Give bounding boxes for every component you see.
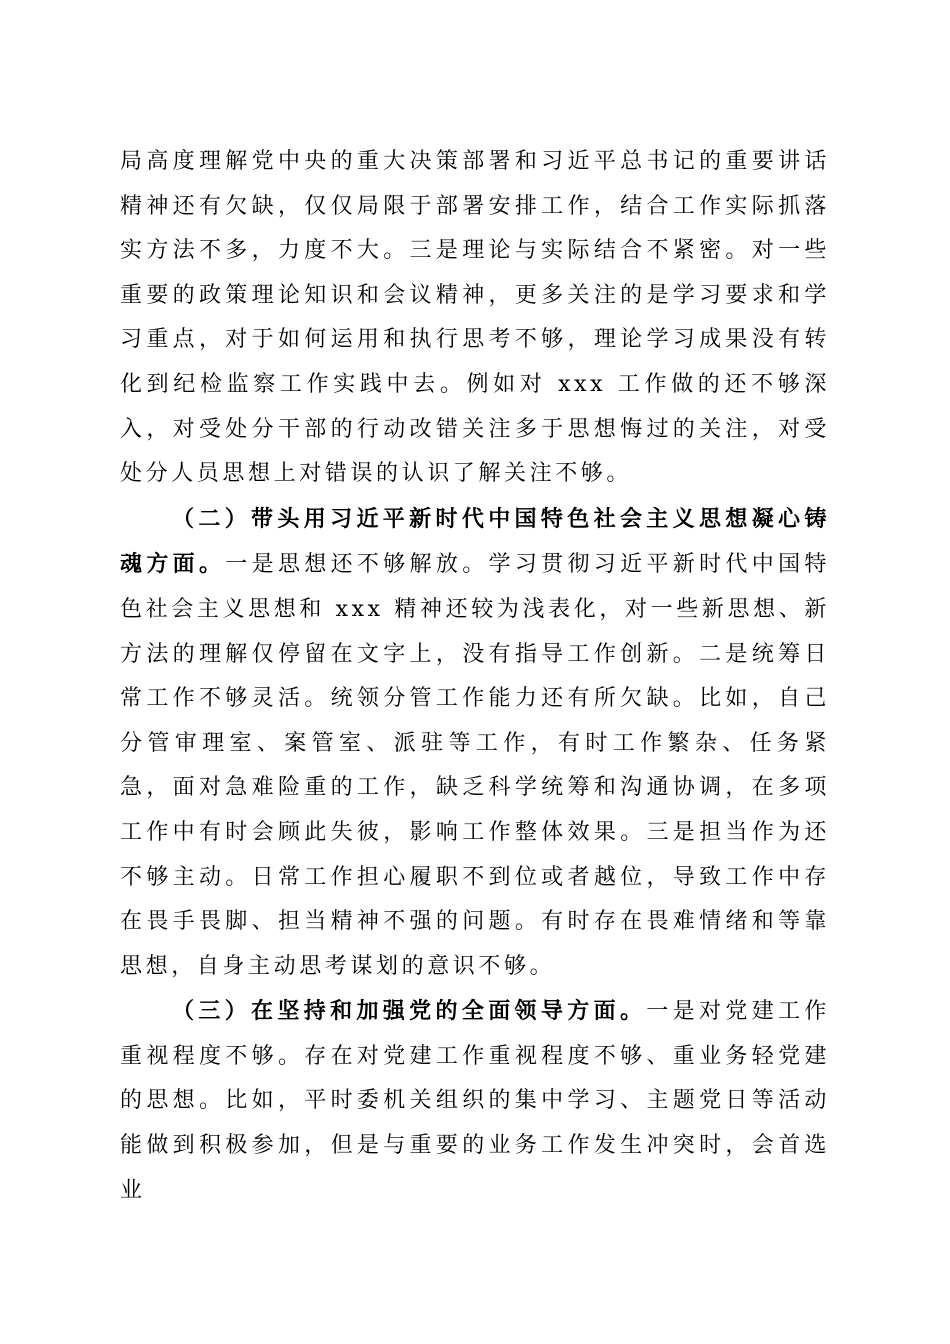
paragraph-section-3	[120, 989, 830, 1213]
paragraph-text: 局高度理解党中央的重大决策部署和习近平总书记的重要讲话精神还有欠缺，仅仅局限于部署安排工作，结合工作实际抓落实方法不多，力度不大。三是理论与实际结合不紧密。对一些重要的政策理论知识和会议精神，更多关注的是学习要求和学习重点，对于如何运用和执行思考不够，理论学习成果没有转化到纪检监察工作实践中去。例如对 xxx 工作做的还不够深入，对受处分干部的行动改错关注多于思想悔过的关注，对受处分人员思想上对错误的认识了解关注不够。	[120, 149, 830, 487]
paragraph-text: 一是思想还不够解放。学习贯彻习近平新时代中国特色社会主义思想和 xxx 精神还较为浅表化，对一些新思想、新方法的理解仅停留在文字上，没有指导工作创新。二是统筹日常工作不够灵活。统领分管工作能力还有所欠缺。比如，自己分管审理室、案管室、派驻等工作，有时工作繁杂、任务紧急，面对急难险重的工作，缺乏科学统筹和沟通协调，在多项工作中有时会顾此失彼，影响工作整体效果。三是担当作为还不够主动。日常工作担心履职不到位或者越位，导致工作中存在畏手畏脚、担当精神不强的问题。有时存在畏难情绪和等靠思想，自身主动思考谋划的意识不够。	[120, 552, 830, 979]
paragraph-continued	[120, 140, 830, 497]
paragraph-text: 一是对党建工作重视程度不够。存在对党建工作重视程度不够、重业务轻党建的思想。比如，平时委机关组织的集中学习、主题党日等活动能做到积极参加，但是与重要的业务工作发生冲突时，会首选业	[120, 999, 830, 1203]
section-heading: （三）在坚持和加强党的全面领导方面。	[172, 998, 647, 1025]
paragraph-section-2	[120, 497, 830, 990]
document-body	[120, 140, 830, 1213]
section-heading: （二）带头用习近平新时代中国特色社会主义思想凝心铸魂方面。	[120, 505, 830, 578]
